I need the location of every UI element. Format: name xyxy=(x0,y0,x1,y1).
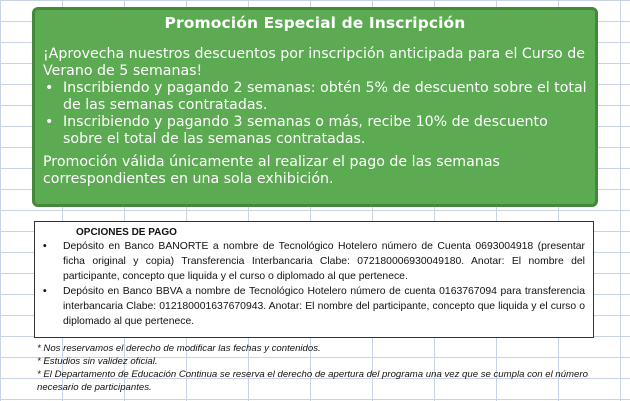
discount-item xyxy=(43,80,587,114)
promotion-title: Promoción Especial de Inscripción xyxy=(164,14,466,32)
discount-item xyxy=(43,114,587,148)
payment-option-text: Depósito en Banco BBVA a nombre de Tecnológico Hotelero número de cuenta 0163767094 para transferencia interbancaria Clabe: 012180001637670943. Anotar: El nombre del participante, concepto que liquida y el curso o diplomado al que pertenece. xyxy=(63,286,585,327)
payment-option-text: Depósito en Banco BANORTE a nombre de Tecnológico Hotelero número de Cuenta 0693004918 (presentar ficha original y copia) Transferencia Interbancaria Clabe: 072180006930049180. Anotar: El nombre del participante, concepto que liquida y el curso o diplomado al que pertenece. xyxy=(63,241,585,282)
discount-text: Inscribiendo y pagando 2 semanas: obtén 5% de descuento sobre el total de las semanas contratadas. xyxy=(63,80,587,113)
payment-option xyxy=(43,284,585,329)
payment-options-box xyxy=(34,221,594,338)
bullet-icon: • xyxy=(43,286,47,297)
promotion-box xyxy=(32,7,598,207)
payment-option xyxy=(43,239,585,284)
footnotes xyxy=(37,342,597,394)
bullet-icon: • xyxy=(45,80,54,96)
discount-text: Inscribiendo y pagando 3 semanas o más, recibe 10% de descuento sobre el total de las semanas contratadas. xyxy=(63,114,548,147)
promotion-note: Promoción válida únicamente al realizar el pago de las semanas correspondientes en una sola exhibición. xyxy=(43,154,500,187)
footnote: * Nos reservamos el derecho de modificar las fechas y contenidos. xyxy=(37,343,321,354)
footnote: * El Departamento de Educación Continua se reserva el derecho de apertura del programa una vez que se cumpla con el número necesario de participantes. xyxy=(37,369,588,393)
payment-options-list xyxy=(43,239,585,329)
promotion-intro: ¡Aprovecha nuestros descuentos por inscripción anticipada para el Curso de Verano de 5 semanas! xyxy=(43,46,585,79)
bullet-icon: • xyxy=(43,241,47,252)
footnote: * Estudios sin validez oficial. xyxy=(37,356,158,367)
bullet-icon: • xyxy=(45,114,54,130)
discount-list xyxy=(43,80,587,148)
payment-options-title: OPCIONES DE PAGO xyxy=(76,227,177,238)
promotion-body xyxy=(35,46,595,188)
